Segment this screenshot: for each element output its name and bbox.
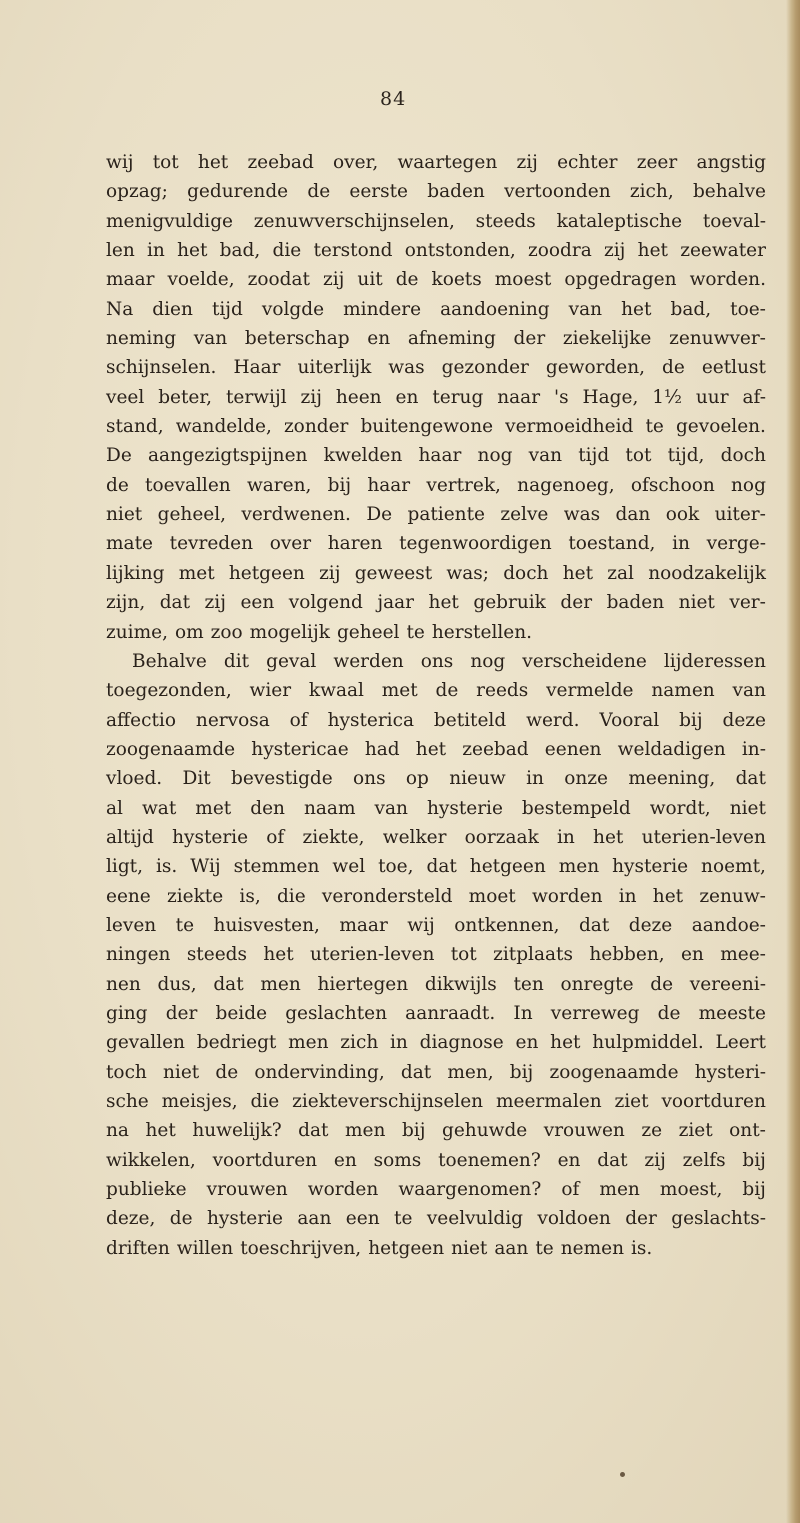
text-line: schijnselen. Haar uiterlijk was gezonder geworden, de eetlust (106, 357, 766, 379)
text-line: ging der beide geslachten aanraadt. In verreweg de meeste (106, 1002, 766, 1024)
text-line: Behalve dit geval werden ons nog verscheidene lijderessen (132, 650, 766, 672)
body-text (106, 148, 766, 1263)
text-line: zoogenaamde hystericae had het zeebad eenen weldadigen in- (106, 738, 766, 760)
text-line: wij tot het zeebad over, waartegen zij echter zeer angstig (106, 152, 766, 173)
text-line: De aangezigtspijnen kwelden haar nog van tijd tot tijd, doch (106, 445, 766, 467)
text-line: neming van beterschap en afneming der ziekelijke zenuwver- (106, 328, 766, 350)
text-line: ningen steeds het uterien-leven tot zitplaats hebben, en mee- (106, 944, 766, 966)
text-line: Na dien tijd volgde mindere aandoening van het bad, toe- (106, 298, 766, 320)
text-line: zijn, dat zij een volgend jaar het gebruik der baden niet ver- (106, 592, 766, 614)
text-line: mate tevreden over haren tegenwoordigen toestand, in verge- (106, 533, 766, 555)
text-line: na het huwelijk? dat men bij gehuwde vrouwen ze ziet ont- (106, 1120, 766, 1142)
text-line: toch niet de ondervinding, dat men, bij zoogenaamde hysteri- (106, 1061, 766, 1083)
text-line: al wat met den naam van hysterie bestempeld wordt, niet (106, 797, 766, 819)
text-line: niet geheel, verdwenen. De patiente zelve was dan ook uiter- (106, 504, 766, 526)
text-line: menigvuldige zenuwverschijnselen, steeds kataleptische toeval- (106, 210, 766, 232)
text-line: len in het bad, die terstond ontstonden, zoodra zij het zeewater (106, 240, 766, 262)
text-line: veel beter, terwijl zij heen en terug naar 's Hage, 1½ uur af- (106, 386, 766, 408)
text-line: stand, wandelde, zonder buitengewone vermoeidheid te gevoelen. (106, 416, 766, 438)
text-line: maar voelde, zoodat zij uit de koets moest opgedragen worden. (106, 269, 766, 291)
text-line: nen dus, dat men hiertegen dikwijls ten onregte de vereeni- (106, 973, 766, 995)
text-line: deze, de hysterie aan een te veelvuldig voldoen der geslachts- (106, 1208, 766, 1230)
text-line: lijking met hetgeen zij geweest was; doch het zal noodzakelijk (106, 562, 766, 584)
text-line: wikkelen, voortduren en soms toenemen? en dat zij zelfs bij (106, 1149, 766, 1171)
text-line: affectio nervosa of hysterica betiteld werd. Vooral bij deze (106, 709, 766, 731)
ink-speck (620, 1472, 625, 1477)
text-line: ligt, is. Wij stemmen wel toe, dat hetgeen men hysterie noemt, (106, 856, 766, 878)
text-line: driften willen toeschrijven, hetgeen niet aan te nemen is. (106, 1237, 653, 1259)
text-line: opzag; gedurende de eerste baden vertoonden zich, behalve (106, 181, 766, 203)
text-line: gevallen bedriegt men zich in diagnose en het hulpmiddel. Leert (106, 1032, 766, 1054)
text-line: altijd hysterie of ziekte, welker oorzaak in het uterien-leven (106, 826, 766, 848)
text-line: zuime, om zoo mogelijk geheel te herstellen. (106, 621, 533, 643)
text-line: leven te huisvesten, maar wij ontkennen, dat deze aandoe- (106, 914, 766, 936)
text-line: publieke vrouwen worden waargenomen? of men moest, bij (106, 1179, 766, 1201)
page-edge-shadow (786, 0, 800, 1523)
page-number: 84 (380, 88, 407, 110)
text-line: vloed. Dit bevestigde ons op nieuw in onze meening, dat (106, 768, 766, 790)
text-line: sche meisjes, die ziekteverschijnselen meermalen ziet voortduren (106, 1091, 766, 1112)
text-line: eene ziekte is, die verondersteld moet worden in het zenuw- (106, 885, 766, 907)
text-line: toegezonden, wier kwaal met de reeds vermelde namen van (106, 680, 766, 702)
text-line: de toevallen waren, bij haar vertrek, nagenoeg, ofschoon nog (106, 474, 766, 496)
